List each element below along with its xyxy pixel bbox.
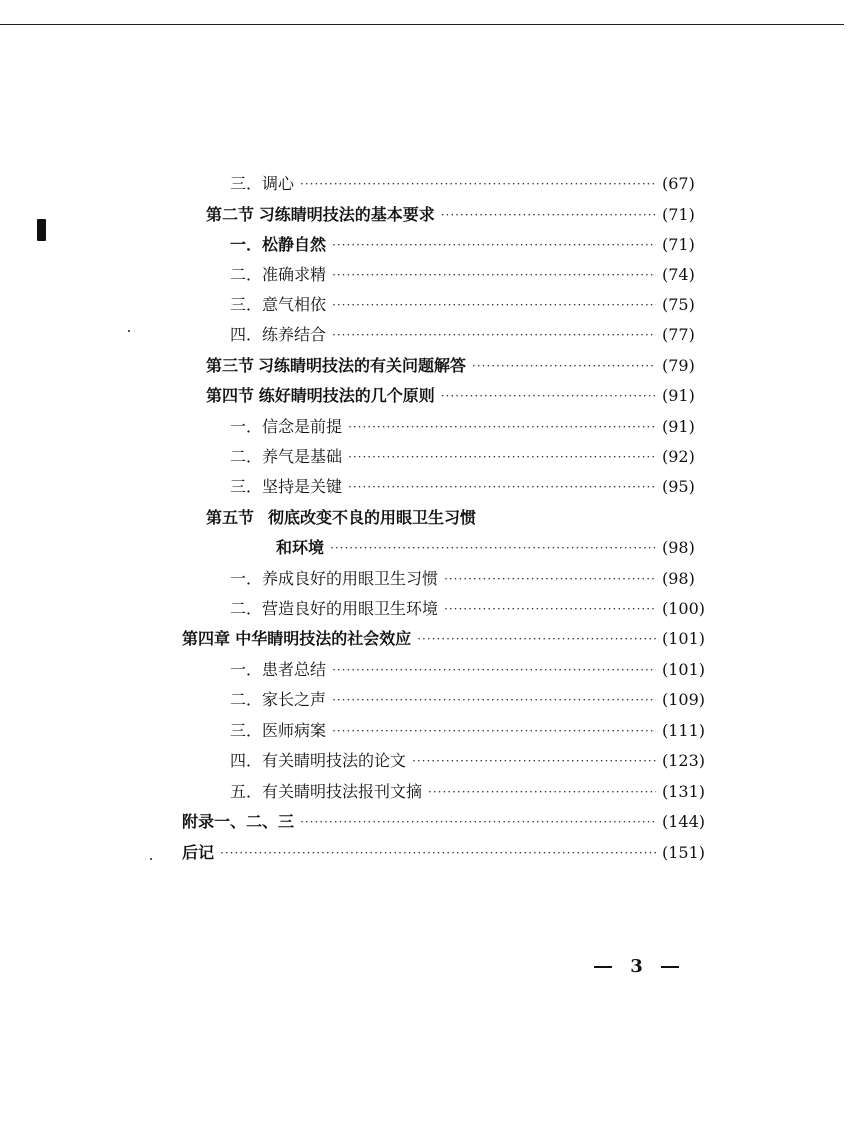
dot-leader xyxy=(444,565,656,593)
toc-section-heading xyxy=(206,382,710,410)
toc-entry-label: 二．家长之声 xyxy=(230,690,327,709)
dot-leader xyxy=(300,170,656,198)
dot-leader xyxy=(330,534,656,562)
toc-entry-page: (74) xyxy=(662,265,695,284)
dot-leader xyxy=(441,201,656,229)
dot-leader xyxy=(412,747,656,775)
toc-entry xyxy=(230,747,710,775)
page-number-dash xyxy=(594,966,612,968)
toc-entry-page: (144) xyxy=(662,812,706,831)
page-number-footer xyxy=(594,956,679,977)
toc-entry xyxy=(230,231,710,259)
dot-leader xyxy=(348,473,656,501)
toc-entry-label: 二．养气是基础 xyxy=(230,447,343,466)
top-rule xyxy=(0,24,844,25)
toc-entry xyxy=(230,717,710,745)
toc-entry-label: 三．坚持是关键 xyxy=(230,477,343,496)
toc-entry-label: 一．松静自然 xyxy=(230,235,327,254)
page-number-dash xyxy=(661,966,679,968)
dot-leader xyxy=(332,291,656,319)
dot-leader xyxy=(428,778,656,806)
toc-entry xyxy=(230,413,710,441)
toc-entry-label: 习练睛明技法的基本要求 xyxy=(258,205,435,224)
toc-entry xyxy=(230,170,710,198)
toc-chapter-heading xyxy=(182,625,710,653)
toc-entry-page: (98) xyxy=(662,569,695,588)
toc-entry-page: (111) xyxy=(662,721,706,740)
toc-entry xyxy=(230,291,710,319)
toc-section-number: 第四节 xyxy=(206,386,255,405)
toc-entry-page: (92) xyxy=(662,447,695,466)
toc-entry-page: (131) xyxy=(662,782,706,801)
toc-entry-page: (67) xyxy=(662,174,695,193)
toc-entry-page: (75) xyxy=(662,295,695,314)
margin-speck xyxy=(128,330,130,332)
toc-appendix-heading xyxy=(182,808,710,836)
toc-entry xyxy=(230,565,710,593)
toc-entry-page: (77) xyxy=(662,325,695,344)
toc-entry xyxy=(230,443,710,471)
toc-entry-label: 附录一、二、三 xyxy=(182,812,295,831)
toc-entry-label: 一．信念是前提 xyxy=(230,417,343,436)
dot-leader xyxy=(332,717,656,745)
dot-leader xyxy=(332,231,656,259)
toc-entry-page: (100) xyxy=(662,599,706,618)
toc-section-number: 第二节 xyxy=(206,205,255,224)
toc-entry-label: 习练睛明技法的有关问题解答 xyxy=(258,356,467,375)
toc-section-heading xyxy=(206,201,710,229)
toc-chapter-number: 第四章 xyxy=(182,629,231,648)
toc-entry-label: 五．有关睛明技法报刊文摘 xyxy=(230,782,423,801)
toc-entry-label: 三．意气相依 xyxy=(230,295,327,314)
toc-entry-page: (79) xyxy=(662,356,695,375)
toc-entry xyxy=(230,473,710,501)
toc-entry-page: (151) xyxy=(662,843,706,862)
dot-leader xyxy=(332,656,656,684)
dot-leader xyxy=(300,808,656,836)
toc-entry-label: 二．营造良好的用眼卫生环境 xyxy=(230,599,439,618)
toc-entry-label: 一．养成良好的用眼卫生习惯 xyxy=(230,569,439,588)
margin-speck xyxy=(150,858,152,860)
toc-entry-label: 三．调心 xyxy=(230,174,295,193)
toc-entry-label: 一．患者总结 xyxy=(230,660,327,679)
toc-entry-label: 彻底改变不良的用眼卫生习惯 xyxy=(268,508,477,527)
toc-entry-label: 和环境 xyxy=(276,538,325,557)
dot-leader xyxy=(332,686,656,714)
toc-entry xyxy=(230,656,710,684)
toc-entry-page: (98) xyxy=(662,538,695,557)
toc-entry xyxy=(230,778,710,806)
margin-ink-mark xyxy=(37,219,46,241)
dot-leader xyxy=(348,443,656,471)
dot-leader xyxy=(332,321,656,349)
toc-section-heading xyxy=(206,504,710,532)
dot-leader xyxy=(441,382,656,410)
toc-section-number: 第三节 xyxy=(206,356,255,375)
toc-section-heading xyxy=(206,352,710,380)
dot-leader xyxy=(220,839,656,867)
toc-entry-page: (123) xyxy=(662,751,706,770)
toc-entry-page: (91) xyxy=(662,386,695,405)
dot-leader xyxy=(472,352,656,380)
dot-leader xyxy=(444,595,656,623)
page-number: 3 xyxy=(630,956,643,977)
toc-entry-page: (71) xyxy=(662,205,695,224)
toc-entry-page: (101) xyxy=(662,629,706,648)
dot-leader xyxy=(417,625,656,653)
toc-entry-label: 三．医师病案 xyxy=(230,721,327,740)
dot-leader xyxy=(348,413,656,441)
toc-entry-label: 二．准确求精 xyxy=(230,265,327,284)
toc-entry-label: 四．有关睛明技法的论文 xyxy=(230,751,407,770)
toc-entry xyxy=(230,595,710,623)
toc-entry-page: (71) xyxy=(662,235,695,254)
toc-entry-label: 后记 xyxy=(182,843,215,862)
toc-entry xyxy=(230,261,710,289)
toc-section-number: 第五节 xyxy=(206,508,255,527)
toc-section-heading-continued xyxy=(276,534,710,562)
toc-entry-label: 练好睛明技法的几个原则 xyxy=(258,386,435,405)
toc-entry xyxy=(230,686,710,714)
toc-entry-label: 四．练养结合 xyxy=(230,325,327,344)
toc-entry-page: (91) xyxy=(662,417,695,436)
toc-afterword-heading xyxy=(182,839,710,867)
dot-leader xyxy=(332,261,656,289)
toc-entry xyxy=(230,321,710,349)
toc-entry-label: 中华睛明技法的社会效应 xyxy=(235,629,412,648)
toc-entry-page: (109) xyxy=(662,690,706,709)
toc-entry-page: (95) xyxy=(662,477,695,496)
toc-entry-page: (101) xyxy=(662,660,706,679)
